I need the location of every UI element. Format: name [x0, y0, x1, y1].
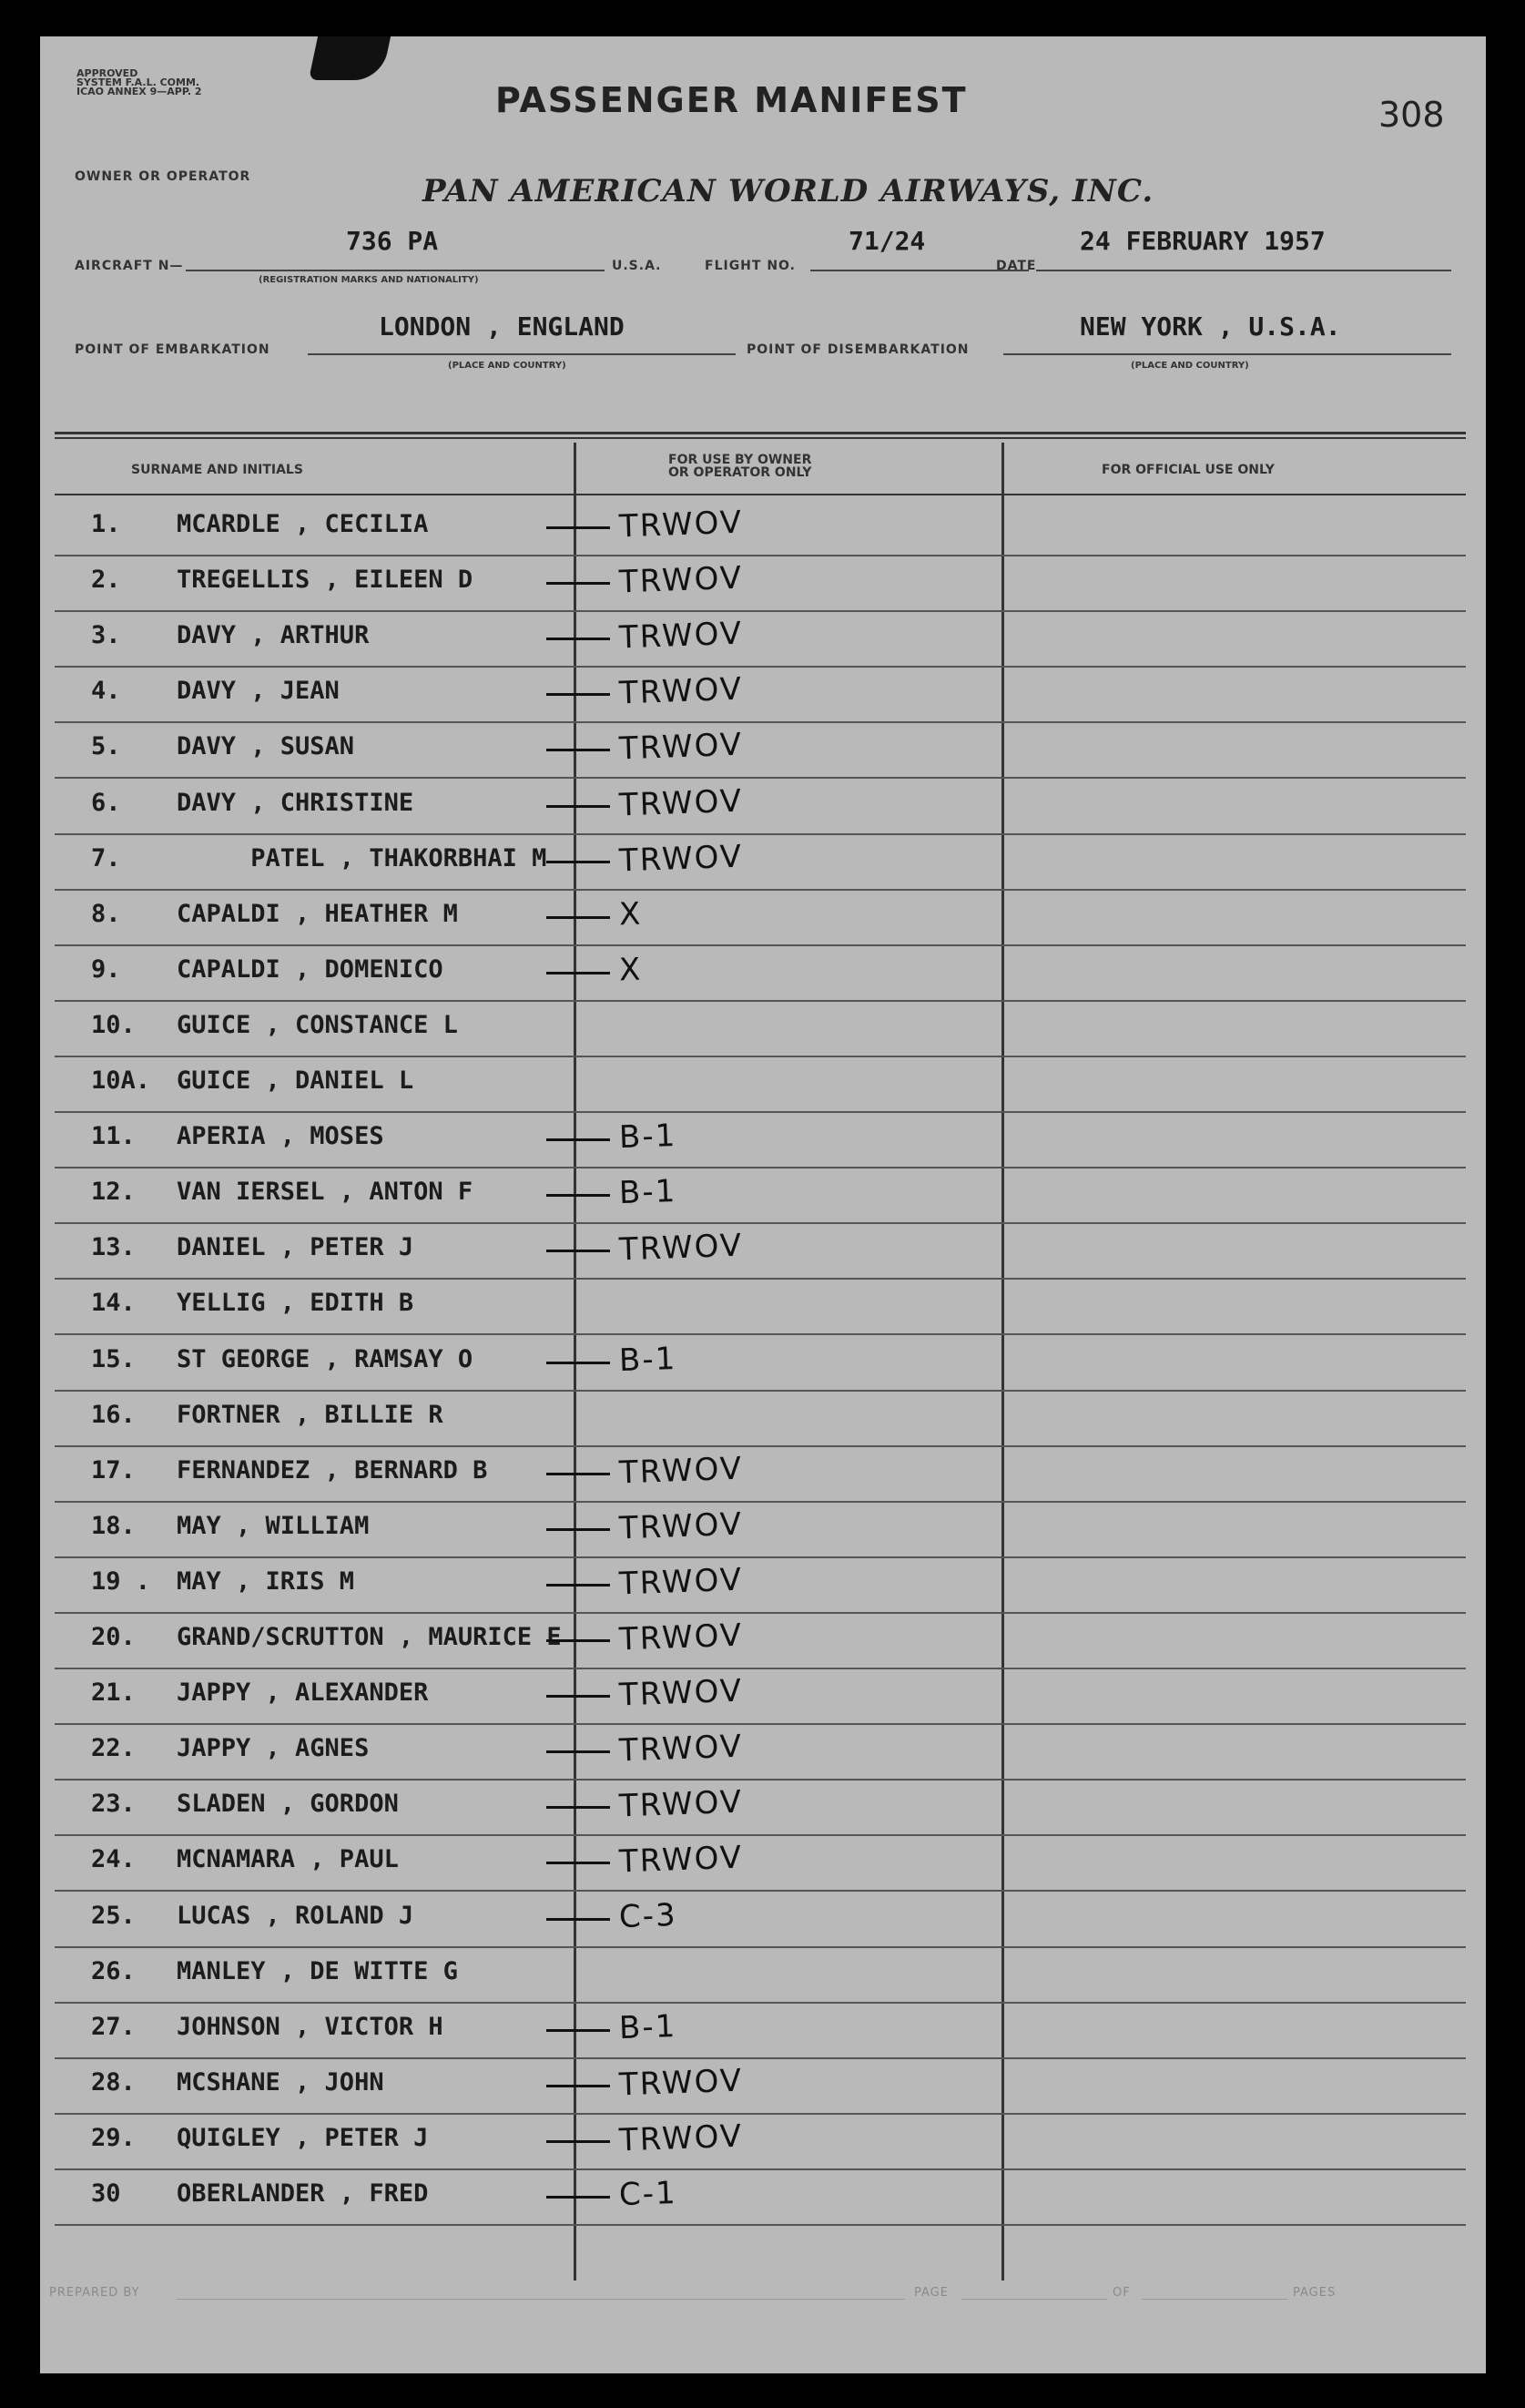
passenger-number: 1.	[91, 510, 121, 538]
handwritten-note: C-3	[618, 1896, 678, 1935]
prepared-by-label: PREPARED BY	[49, 2286, 140, 2300]
passenger-name: YELLIG , EDITH B	[177, 1289, 414, 1318]
manifest-sheet	[40, 36, 1486, 2373]
passenger-number: 28.	[91, 2067, 136, 2097]
handwritten-note: TRWOV	[618, 1617, 744, 1658]
passenger-number: 17.	[91, 1455, 136, 1485]
handwritten-note: TRWOV	[618, 2062, 744, 2104]
table-row	[55, 1111, 1466, 1168]
check-stroke	[546, 805, 610, 808]
check-stroke	[546, 1194, 610, 1197]
passenger-number: 9.	[91, 954, 121, 984]
flight-label: FLIGHT NO.	[705, 259, 796, 273]
official-column-header: FOR OFFICIAL USE ONLY	[1102, 463, 1275, 477]
check-stroke	[546, 1862, 610, 1864]
pages-label: PAGES	[1293, 2286, 1337, 2300]
table-row	[55, 1390, 1466, 1447]
passenger-number: 13.	[91, 1233, 136, 1262]
handwritten-note: B-1	[618, 1117, 677, 1157]
handwritten-note: TRWOV	[618, 1227, 744, 1269]
handwritten-note: TRWOV	[618, 1728, 744, 1770]
check-stroke	[546, 972, 610, 974]
disembarkation-value: NEW YORK , U.S.A.	[1080, 311, 1341, 342]
table-row	[55, 889, 1466, 946]
handwritten-note: TRWOV	[618, 1561, 744, 1603]
table-row	[55, 1723, 1466, 1780]
table-row	[55, 1612, 1466, 1669]
passenger-name: ST GEORGE , RAMSAY O	[177, 1344, 473, 1373]
passenger-name: CAPALDI , DOMENICO	[177, 954, 443, 984]
check-stroke	[546, 1584, 610, 1587]
handwritten-note: B-1	[618, 1340, 677, 1379]
passenger-number: 29.	[91, 2123, 136, 2152]
check-stroke	[546, 1639, 610, 1642]
flight-value: 71/24	[849, 226, 926, 256]
passenger-number: 27.	[91, 2012, 136, 2041]
passenger-name: FERNANDEZ , BERNARD B	[177, 1455, 488, 1485]
check-stroke	[546, 1250, 610, 1252]
passenger-number: 18.	[91, 1511, 136, 1540]
passenger-name: LUCAS , ROLAND J	[177, 1901, 414, 1930]
handwritten-note: TRWOV	[618, 504, 744, 546]
surname-column-header: SURNAME AND INITIALS	[131, 463, 303, 477]
passenger-number: 6.	[91, 788, 121, 817]
date-value: 24 FEBRUARY 1957	[1080, 226, 1326, 256]
passenger-name: JAPPY , ALEXANDER	[177, 1678, 429, 1708]
check-stroke	[546, 1750, 610, 1753]
passenger-number: 3.	[91, 621, 121, 650]
table-row	[55, 1222, 1466, 1280]
passenger-name: PATEL , THAKORBHAI M	[177, 843, 547, 872]
passenger-name: GUICE , CONSTANCE L	[177, 1010, 458, 1039]
passenger-number: 4.	[91, 677, 121, 706]
handwritten-note: TRWOV	[618, 670, 744, 712]
passenger-name: MCNAMARA , PAUL	[177, 1845, 399, 1874]
passenger-name: MANLEY , DE WITTE G	[177, 1956, 458, 1985]
passenger-number: 19 .	[91, 1566, 151, 1596]
passenger-name: OBERLANDER , FRED	[177, 2179, 429, 2208]
check-stroke	[546, 1138, 610, 1141]
handwritten-note: B-1	[618, 2007, 677, 2046]
check-stroke	[546, 582, 610, 585]
passenger-name: DAVY , JEAN	[177, 677, 340, 706]
handwritten-note: TRWOV	[618, 615, 744, 657]
passenger-name: VAN IERSEL , ANTON F	[177, 1178, 473, 1207]
passenger-name: DAVY , ARTHUR	[177, 621, 370, 650]
passenger-name: JOHNSON , VICTOR H	[177, 2012, 443, 2041]
table-row	[55, 1334, 1466, 1392]
table-row	[55, 555, 1466, 612]
owner-column-header: FOR USE BY OWNER OR OPERATOR ONLY	[668, 453, 812, 480]
passenger-number: 2.	[91, 566, 121, 595]
passenger-number: 25.	[91, 1901, 136, 1930]
aircraft-label: AIRCRAFT N—	[75, 259, 184, 273]
handwritten-note: TRWOV	[618, 838, 744, 879]
handwritten-note: B-1	[618, 1173, 677, 1212]
table-row	[55, 1891, 1466, 1948]
handwritten-note: TRWOV	[618, 1840, 744, 1881]
handwritten-note: TRWOV	[618, 727, 744, 768]
passenger-number: 14.	[91, 1289, 136, 1318]
check-stroke	[546, 638, 610, 640]
approval-note: APPROVED SYSTEM F.A.L. COMM. ICAO ANNEX 9—APP. 2	[76, 67, 202, 97]
passenger-number: 20.	[91, 1623, 136, 1651]
passenger-name: GRAND/SCRUTTON , MAURICE E	[177, 1623, 562, 1651]
table-row	[55, 2113, 1466, 2170]
handwritten-note: TRWOV	[618, 2117, 744, 2159]
embarkation-caption: (PLACE AND COUNTRY)	[448, 361, 566, 371]
of-label: OF	[1113, 2286, 1131, 2300]
handwritten-note: X	[618, 895, 643, 934]
date-label: DATE	[996, 259, 1037, 273]
passenger-number: 21.	[91, 1678, 136, 1708]
passenger-number: 10.	[91, 1010, 136, 1039]
table-row	[55, 2057, 1466, 2115]
passenger-number: 12.	[91, 1178, 136, 1207]
handwritten-note: X	[618, 951, 643, 989]
table-row	[55, 1501, 1466, 1558]
table-row	[55, 666, 1466, 723]
check-stroke	[546, 2085, 610, 2087]
passenger-number: 24.	[91, 1845, 136, 1874]
passenger-name: QUIGLEY , PETER J	[177, 2123, 429, 2152]
passenger-number: 30	[91, 2179, 121, 2208]
passenger-name: MAY , IRIS M	[177, 1566, 355, 1596]
table-row	[55, 1278, 1466, 1335]
table-row	[55, 2168, 1466, 2226]
passenger-name: MCARDLE , CECILIA	[177, 510, 429, 538]
passenger-name: DANIEL , PETER J	[177, 1233, 414, 1262]
passenger-number: 5.	[91, 732, 121, 761]
table-row	[55, 1167, 1466, 1224]
check-stroke	[546, 1918, 610, 1921]
passenger-number: 22.	[91, 1734, 136, 1763]
passenger-name: SLADEN , GORDON	[177, 1790, 399, 1819]
table-row	[55, 1779, 1466, 1836]
table-row	[55, 499, 1466, 556]
corner-tab	[309, 36, 391, 80]
handwritten-note: TRWOV	[618, 1450, 744, 1492]
passenger-number: 8.	[91, 899, 121, 928]
aircraft-value: 736 PA	[346, 226, 439, 256]
passenger-name: DAVY , SUSAN	[177, 732, 355, 761]
table-row	[55, 1668, 1466, 1725]
passenger-name: DAVY , CHRISTINE	[177, 788, 414, 817]
table-row	[55, 721, 1466, 779]
check-stroke	[546, 749, 610, 751]
table-row	[55, 944, 1466, 1002]
table-row	[55, 778, 1466, 835]
table-row	[55, 1946, 1466, 2004]
passenger-name: APERIA , MOSES	[177, 1122, 384, 1151]
handwritten-note: C-1	[618, 2174, 678, 2214]
page-label: PAGE	[914, 2286, 949, 2300]
passenger-name: GUICE , DANIEL L	[177, 1066, 414, 1095]
table-row	[55, 1056, 1466, 1113]
check-stroke	[546, 693, 610, 696]
check-stroke	[546, 1695, 610, 1698]
table-row	[55, 2002, 1466, 2059]
passenger-name: CAPALDI , HEATHER M	[177, 899, 458, 928]
handwritten-note: TRWOV	[618, 1783, 744, 1825]
check-stroke	[546, 2140, 610, 2143]
table-row	[55, 833, 1466, 891]
operator-name: PAN AMERICAN WORLD AIRWAYS, INC.	[422, 173, 1154, 209]
table-row	[55, 610, 1466, 668]
table-row	[55, 1834, 1466, 1892]
page-number: 308	[1378, 95, 1445, 135]
owner-label: OWNER OR OPERATOR	[75, 169, 251, 184]
passenger-number: 16.	[91, 1400, 136, 1429]
check-stroke	[546, 1528, 610, 1531]
page-title: PASSENGER MANIFEST	[495, 80, 968, 120]
table-row	[55, 1556, 1466, 1614]
handwritten-note: TRWOV	[618, 1505, 744, 1547]
handwritten-note: TRWOV	[618, 1672, 744, 1714]
check-stroke	[546, 1473, 610, 1475]
passenger-number: 10A.	[91, 1066, 151, 1095]
passenger-name: TREGELLIS , EILEEN D	[177, 566, 473, 595]
passenger-name: FORTNER , BILLIE R	[177, 1400, 443, 1429]
handwritten-note: TRWOV	[618, 782, 744, 823]
embarkation-value: LONDON , ENGLAND	[379, 311, 625, 342]
passenger-number: 11.	[91, 1122, 136, 1151]
passenger-number: 15.	[91, 1344, 136, 1373]
check-stroke	[546, 916, 610, 919]
embarkation-label: POINT OF EMBARKATION	[75, 342, 270, 357]
passenger-name: MCSHANE , JOHN	[177, 2067, 384, 2097]
check-stroke	[546, 526, 610, 529]
table-row	[55, 1000, 1466, 1057]
check-stroke	[546, 861, 610, 863]
disembarkation-caption: (PLACE AND COUNTRY)	[1131, 361, 1249, 371]
disembarkation-label: POINT OF DISEMBARKATION	[747, 342, 970, 357]
check-stroke	[546, 2029, 610, 2032]
passenger-number: 26.	[91, 1956, 136, 1985]
registration-caption: (REGISTRATION MARKS AND NATIONALITY)	[259, 275, 479, 285]
check-stroke	[546, 2196, 610, 2199]
passenger-name: JAPPY , AGNES	[177, 1734, 370, 1763]
passenger-name: MAY , WILLIAM	[177, 1511, 370, 1540]
handwritten-note: TRWOV	[618, 559, 744, 601]
usa-label: U.S.A.	[612, 259, 662, 273]
check-stroke	[546, 1362, 610, 1364]
passenger-number: 7.	[91, 843, 121, 872]
passenger-number: 23.	[91, 1790, 136, 1819]
table-row	[55, 1445, 1466, 1503]
check-stroke	[546, 1806, 610, 1809]
